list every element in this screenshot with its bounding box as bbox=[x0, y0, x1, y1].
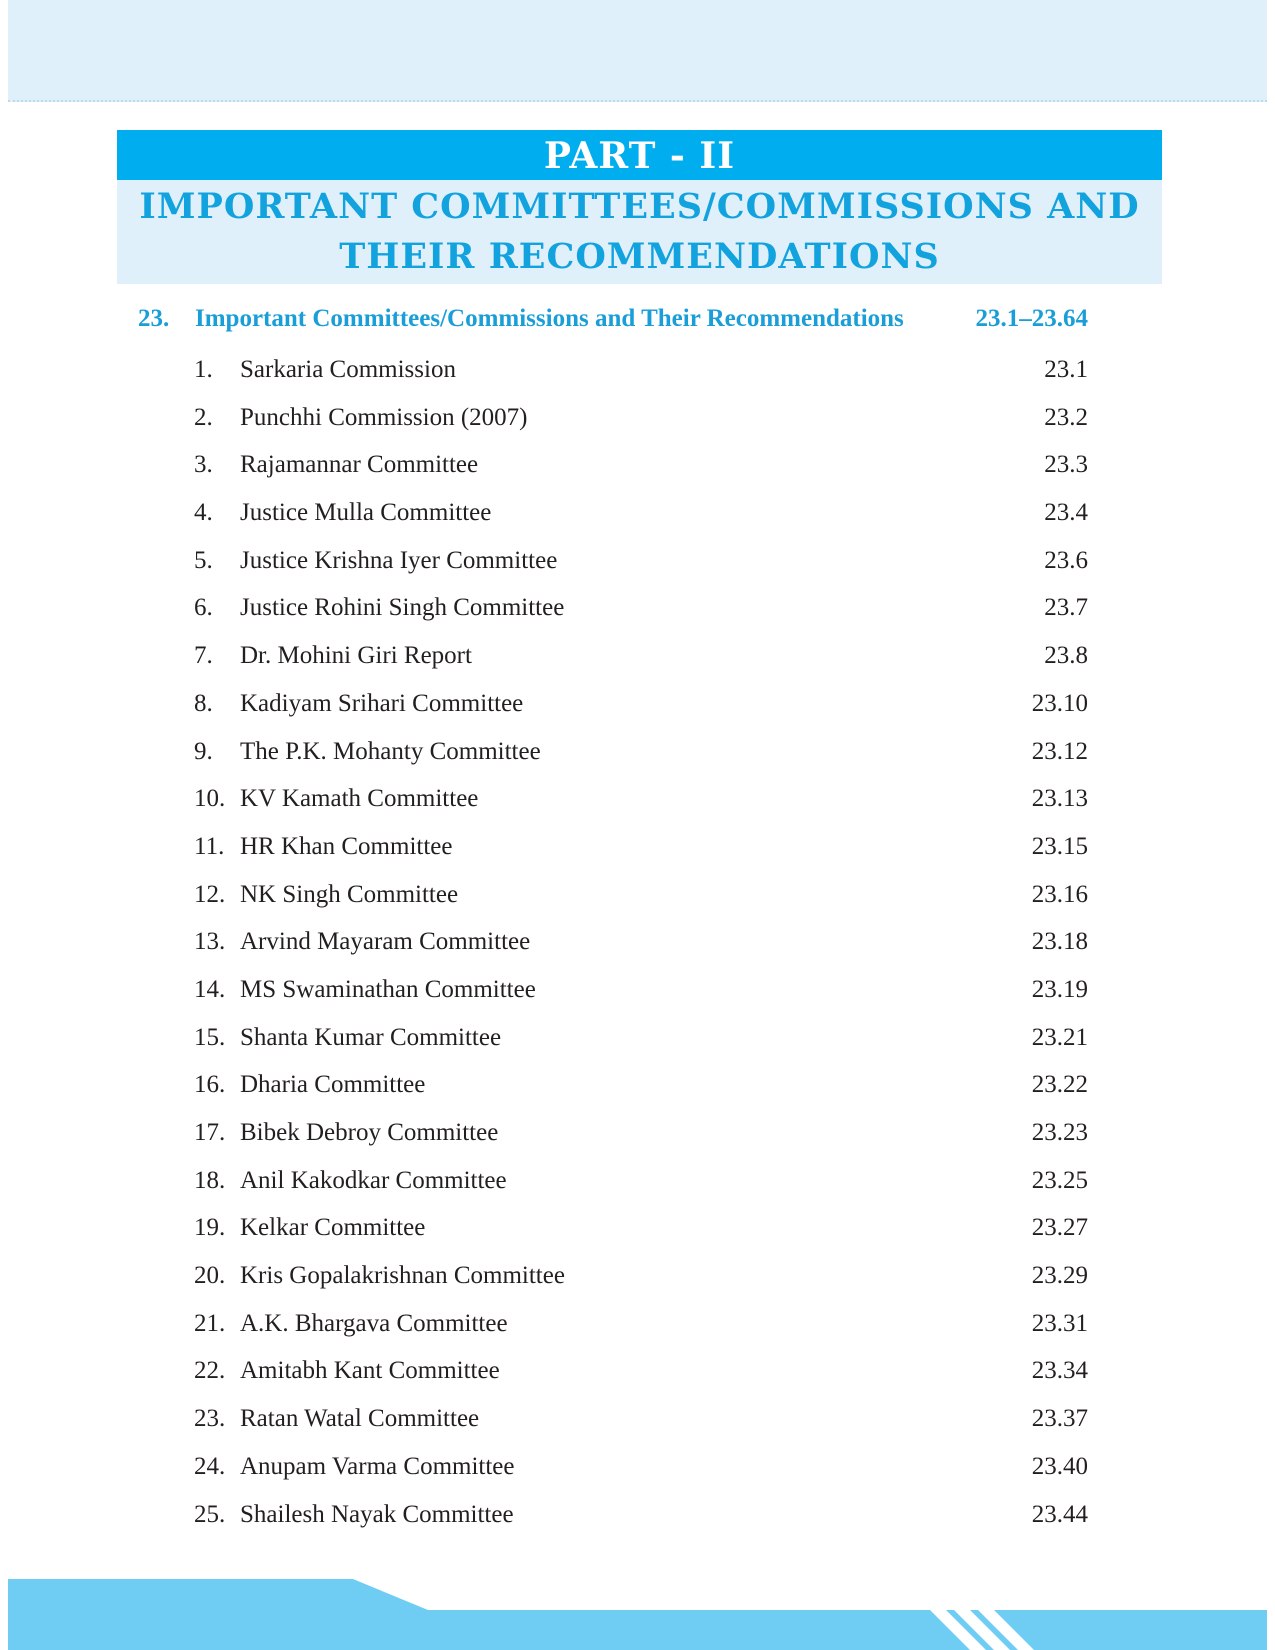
chapter-heading[interactable] bbox=[138, 305, 1088, 345]
entry-number: 12. bbox=[194, 880, 226, 908]
toc-entry[interactable] bbox=[194, 1357, 1088, 1405]
toc-entry[interactable] bbox=[194, 1310, 1088, 1358]
entry-page: 23.1 bbox=[1044, 356, 1088, 383]
entry-page: 23.21 bbox=[1031, 1023, 1088, 1051]
entry-title: A.K. Bhargava Committee bbox=[240, 1309, 508, 1337]
toc-entry[interactable] bbox=[194, 1119, 1088, 1167]
top-decorative-band bbox=[8, 0, 1267, 102]
toc-entry[interactable] bbox=[194, 785, 1088, 833]
entry-page: 23.6 bbox=[1044, 546, 1088, 574]
entry-number: 13. bbox=[194, 928, 226, 956]
entry-page: 23.15 bbox=[1031, 832, 1088, 860]
toc-entry[interactable] bbox=[194, 1167, 1088, 1215]
entry-page: 23.2 bbox=[1044, 403, 1088, 431]
entry-number: 3. bbox=[194, 451, 213, 479]
entry-number: 6. bbox=[194, 594, 213, 622]
entry-page: 23.31 bbox=[1031, 1309, 1088, 1337]
toc-entry[interactable] bbox=[194, 404, 1088, 452]
entry-title: Shanta Kumar Committee bbox=[240, 1023, 502, 1051]
entry-number: 15. bbox=[194, 1023, 226, 1051]
part-label: PART - II bbox=[117, 130, 1162, 180]
chapter-number: 23. bbox=[138, 305, 170, 332]
entry-page: 23.4 bbox=[1044, 499, 1088, 527]
entry-page: 23.23 bbox=[1031, 1119, 1088, 1146]
entry-title: Sarkaria Commission bbox=[240, 356, 456, 383]
entry-page: 23.40 bbox=[1031, 1452, 1088, 1480]
entry-title: Ratan Watal Committee bbox=[240, 1405, 480, 1433]
toc-entry[interactable] bbox=[194, 881, 1088, 929]
entry-page: 23.19 bbox=[1031, 975, 1088, 1003]
entry-page: 23.37 bbox=[1031, 1405, 1088, 1433]
entry-title: Justice Krishna Iyer Committee bbox=[240, 546, 558, 574]
toc-entry[interactable] bbox=[194, 547, 1088, 595]
entry-number: 14. bbox=[194, 975, 226, 1003]
footer-stripes-graphic bbox=[8, 1579, 1267, 1650]
toc-entry[interactable] bbox=[194, 1501, 1088, 1549]
entry-number: 20. bbox=[194, 1262, 226, 1290]
toc-entry[interactable] bbox=[194, 1214, 1088, 1262]
entry-number: 1. bbox=[194, 356, 213, 383]
entry-number: 17. bbox=[194, 1119, 226, 1146]
entry-page: 23.18 bbox=[1031, 928, 1088, 956]
entry-title: Shailesh Nayak Committee bbox=[240, 1500, 514, 1528]
entry-page: 23.8 bbox=[1044, 642, 1088, 670]
toc-entry[interactable] bbox=[194, 356, 1088, 404]
toc-entry[interactable] bbox=[194, 833, 1088, 881]
part-title bbox=[117, 180, 1162, 284]
entry-title: Justice Mulla Committee bbox=[240, 499, 492, 527]
entry-page: 23.27 bbox=[1031, 1214, 1088, 1242]
entry-page: 23.44 bbox=[1031, 1500, 1088, 1528]
entry-page: 23.34 bbox=[1031, 1357, 1088, 1385]
part-title-line-2: THEIR RECOMMENDATIONS bbox=[339, 236, 940, 277]
entry-title: Anil Kakodkar Committee bbox=[240, 1166, 507, 1194]
entry-number: 8. bbox=[194, 689, 213, 717]
entry-title: Punchhi Commission (2007) bbox=[240, 403, 528, 431]
entry-title: Dharia Committee bbox=[240, 1071, 426, 1099]
entry-number: 24. bbox=[194, 1452, 226, 1480]
toc-entry[interactable] bbox=[194, 451, 1088, 499]
toc-entry[interactable] bbox=[194, 499, 1088, 547]
entry-number: 22. bbox=[194, 1357, 226, 1385]
entry-title: Dr. Mohini Giri Report bbox=[240, 642, 472, 670]
chapter-title: Important Committees/Commissions and Their Recommendations bbox=[195, 305, 904, 332]
entry-number: 2. bbox=[194, 403, 213, 431]
toc-entry[interactable] bbox=[194, 1405, 1088, 1453]
toc-entry[interactable] bbox=[194, 1071, 1088, 1119]
entry-title: Arvind Mayaram Committee bbox=[240, 928, 531, 956]
entry-number: 11. bbox=[194, 832, 225, 860]
toc-entry[interactable] bbox=[194, 1262, 1088, 1310]
entry-title: Rajamannar Committee bbox=[240, 451, 479, 479]
entry-title: NK Singh Committee bbox=[240, 880, 459, 908]
toc-entry[interactable] bbox=[194, 928, 1088, 976]
entry-title: The P.K. Mohanty Committee bbox=[240, 737, 541, 765]
entry-page: 23.10 bbox=[1031, 689, 1088, 717]
toc-entry[interactable] bbox=[194, 642, 1088, 690]
toc-entry[interactable] bbox=[194, 976, 1088, 1024]
entry-number: 16. bbox=[194, 1071, 226, 1099]
entry-number: 7. bbox=[194, 642, 213, 670]
entry-title: KV Kamath Committee bbox=[240, 785, 479, 813]
entry-page: 23.22 bbox=[1031, 1071, 1088, 1099]
entry-number: 18. bbox=[194, 1166, 226, 1194]
entry-title: Kris Gopalakrishnan Committee bbox=[240, 1262, 565, 1290]
toc-list bbox=[194, 356, 1088, 1548]
entry-page: 23.12 bbox=[1031, 737, 1088, 765]
entry-title: Justice Rohini Singh Committee bbox=[240, 594, 565, 622]
entry-number: 10. bbox=[194, 785, 226, 813]
entry-number: 4. bbox=[194, 499, 213, 527]
entry-page: 23.13 bbox=[1031, 785, 1088, 813]
entry-number: 23. bbox=[194, 1405, 226, 1433]
entry-number: 9. bbox=[194, 737, 213, 765]
entry-number: 21. bbox=[194, 1309, 226, 1337]
part-title-line-1: IMPORTANT COMMITTEES/COMMISSIONS AND bbox=[139, 186, 1140, 227]
toc-entry[interactable] bbox=[194, 594, 1088, 642]
entry-number: 25. bbox=[194, 1500, 226, 1528]
entry-page: 23.25 bbox=[1031, 1166, 1088, 1194]
entry-title: HR Khan Committee bbox=[240, 832, 453, 860]
entry-page: 23.29 bbox=[1031, 1262, 1088, 1290]
toc-entry[interactable] bbox=[194, 738, 1088, 786]
entry-page: 23.16 bbox=[1031, 880, 1088, 908]
toc-entry[interactable] bbox=[194, 690, 1088, 738]
entry-title: Bibek Debroy Committee bbox=[240, 1119, 499, 1146]
part-header bbox=[117, 130, 1162, 284]
entry-title: Kelkar Committee bbox=[240, 1214, 426, 1242]
toc-entry[interactable] bbox=[194, 1453, 1088, 1501]
entry-title: Kadiyam Srihari Committee bbox=[240, 689, 524, 717]
entry-title: MS Swaminathan Committee bbox=[240, 975, 536, 1003]
entry-page: 23.3 bbox=[1044, 451, 1088, 479]
toc-entry[interactable] bbox=[194, 1024, 1088, 1072]
entry-number: 5. bbox=[194, 546, 213, 574]
entry-title: Amitabh Kant Committee bbox=[240, 1357, 500, 1385]
entry-title: Anupam Varma Committee bbox=[240, 1452, 515, 1480]
entry-number: 19. bbox=[194, 1214, 226, 1242]
chapter-page-range: 23.1–23.64 bbox=[975, 305, 1088, 332]
entry-page: 23.7 bbox=[1044, 594, 1088, 622]
